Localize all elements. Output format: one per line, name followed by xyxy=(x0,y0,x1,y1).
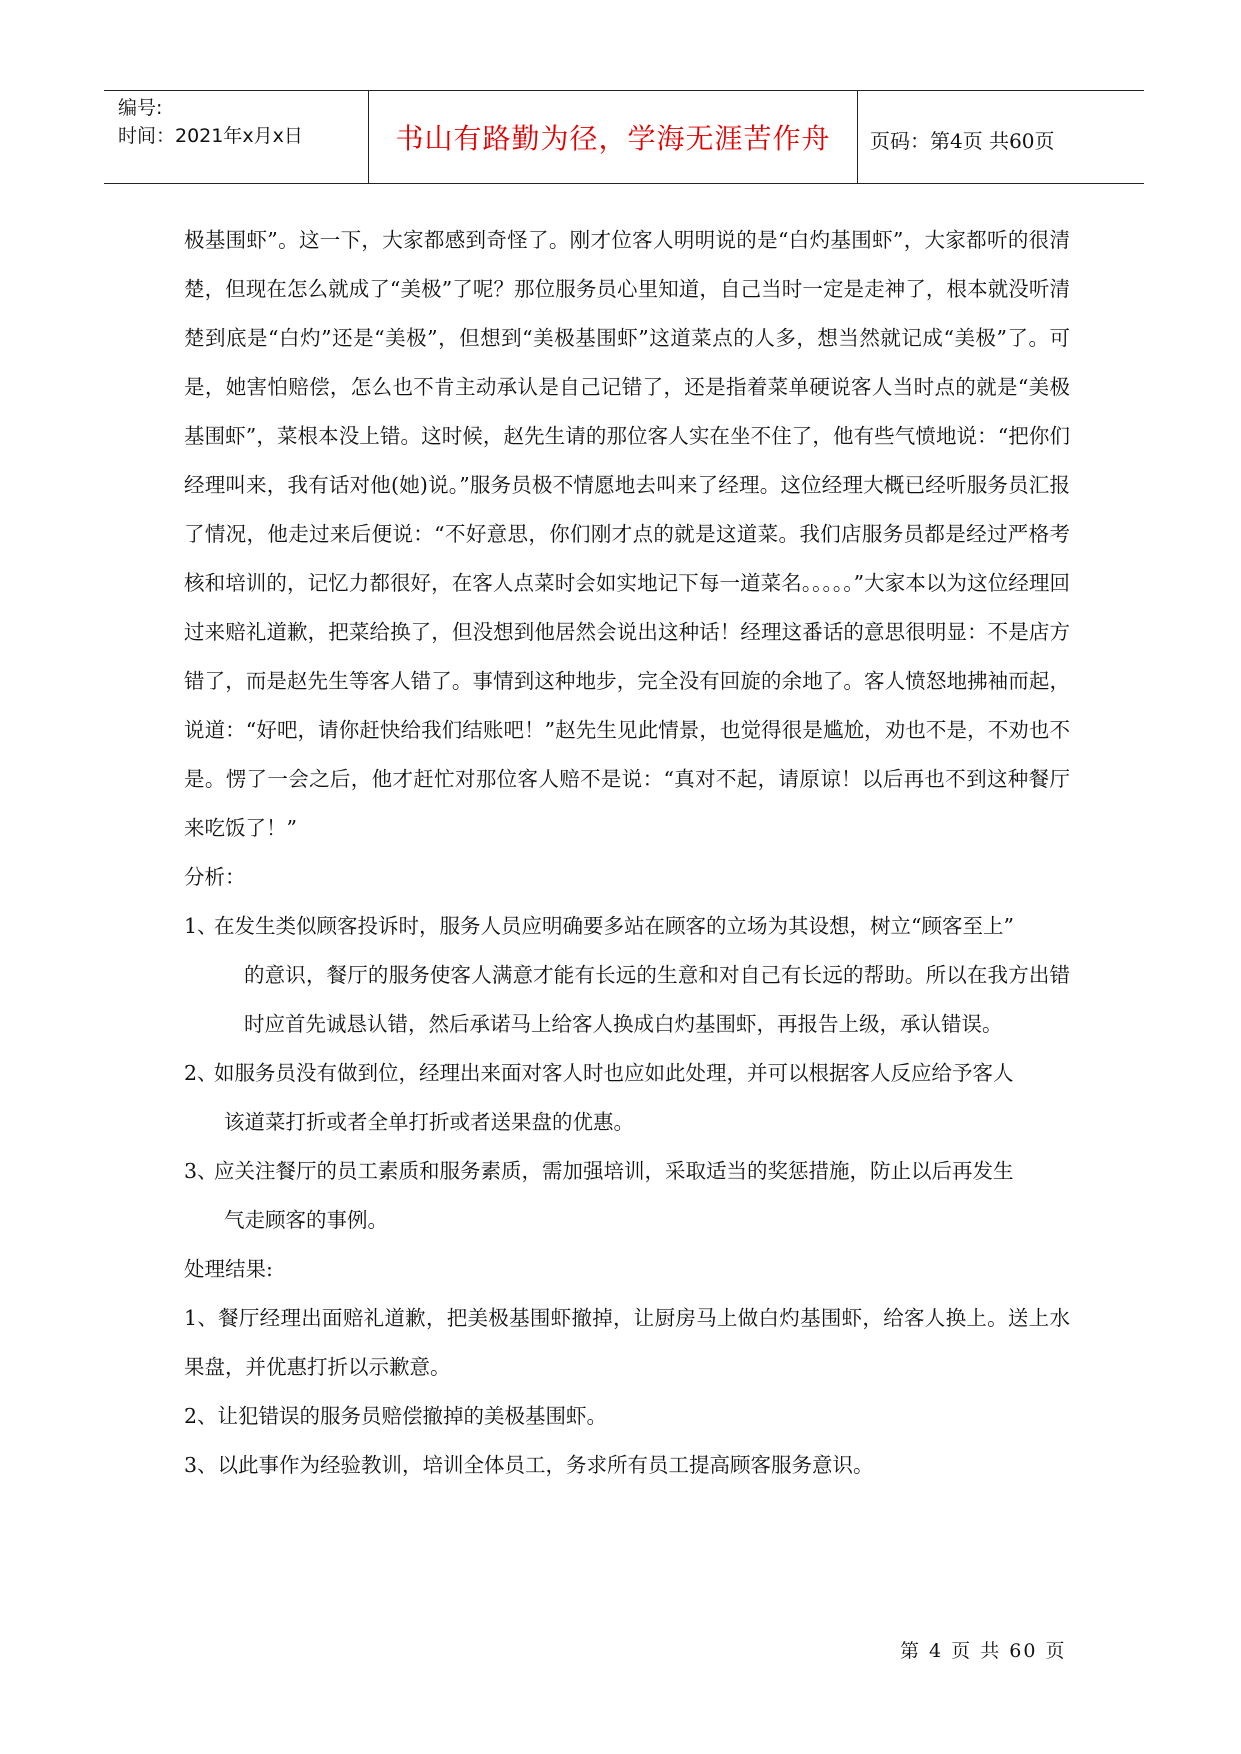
result-item: 3、以此事作为经验教训，培训全体员工，务求所有员工提高顾客服务意识。 xyxy=(184,1453,874,1477)
document-body xyxy=(184,216,1070,1490)
serial-number-label: 编号: xyxy=(118,97,163,119)
analysis-item-number: 3、 xyxy=(184,1159,218,1183)
analysis-item xyxy=(184,1049,1070,1147)
result-item: 1、餐厅经理出面赔礼道歉，把美极基围虾撤掉，让厨房马上做白灼基围虾，给客人换上。送上水果盘，并优惠打折以示歉意。 xyxy=(184,1306,1070,1379)
analysis-heading: 分析： xyxy=(184,865,246,889)
analysis-item-number: 2、 xyxy=(184,1061,218,1085)
story-paragraph: 极基围虾”。这一下，大家都感到奇怪了。刚才位客人明明说的是“白灼基围虾”，大家都听的很清楚，但现在怎么就成了“美极”了呢？那位服务员心里知道，自己当时一定是走神了，根本就没听清楚到底是“白灼”还是“美极”，但想到“美极基围虾”这道菜点的人多，想当然就记成“美极”了。可是，她害怕赔偿，怎么也不肯主动承认是自己记错了，还是指着菜单硬说客人当时点的就是“美极基围虾”，菜根本没上错。这时候，赵先生请的那位客人实在坐不住了，他有些气愤地说：“把你们经理叫来，我有话对他(她)说。”服务员极不情愿地去叫来了经理。这位经理大概已经听服务员汇报了情况，他走过来后便说：“不好意思，你们刚才点的就是这道菜。我们店服务员都是经过严格考核和培训的，记忆力都很好，在客人点菜时会如实地记下每一道菜名。。。。。”大家本以为这位经理回过来赔礼道歉，把菜给换了，但没想到他居然会说出这种话！经理这番话的意思很明显：不是店方错了，而是赵先生等客人错了。事情到这种地步，完全没有回旋的余地了。客人愤怒地拂袖而起，说道：“好吧，请你赶快给我们结账吧！”赵先生见此情景，也觉得很是尴尬，劝也不是，不劝也不是。愣了一会之后，他才赶忙对那位客人赔不是说：“真对不起，请原谅！以后再也不到这种餐厅来吃饭了！” xyxy=(184,228,1070,840)
header-middle-cell xyxy=(368,91,858,183)
analysis-item-text: 如服务员没有做到位，经理出来面对客人时也应如此处理，并可以根据客人反应给予客人 xyxy=(214,1061,1014,1085)
analysis-item-continuation: 的意识，餐厅的服务使客人满意才能有长远的生意和对自己有长远的帮助。所以在我方出错时应首先诚恳认错，然后承诺马上给客人换成白灼基围虾，再报告上级，承认错误。 xyxy=(244,963,1070,1036)
analysis-item-text: 应关注餐厅的员工素质和服务素质，需加强培训，采取适当的奖惩措施，防止以后再发生 xyxy=(214,1159,1014,1183)
header-page-number: 页码：第4页 共60页 xyxy=(870,129,1055,153)
header-left-cell xyxy=(104,91,368,183)
result-item: 2、让犯错误的服务员赔偿撤掉的美极基围虾。 xyxy=(184,1404,608,1428)
date-label: 时间：2021年x月x日 xyxy=(118,125,303,147)
analysis-item-continuation: 该道菜打折或者全单打折或者送果盘的优惠。 xyxy=(224,1110,634,1134)
analysis-item-continuation: 气走顾客的事例。 xyxy=(224,1208,388,1232)
page-footer-number: 第 4 页 共 60 页 xyxy=(900,1640,1067,1662)
analysis-item-number: 1、 xyxy=(184,914,218,938)
result-heading: 处理结果: xyxy=(184,1257,273,1281)
page-header xyxy=(104,90,1144,184)
analysis-item-text: 在发生类似顾客投诉时，服务人员应明确要多站在顾客的立场为其设想，树立“顾客至上” xyxy=(214,914,1014,938)
header-right-cell xyxy=(858,91,1144,183)
analysis-item xyxy=(184,1147,1070,1245)
analysis-item xyxy=(184,902,1070,1049)
header-motto: 书山有路勤为径，学海无涯苦作舟 xyxy=(395,122,831,155)
